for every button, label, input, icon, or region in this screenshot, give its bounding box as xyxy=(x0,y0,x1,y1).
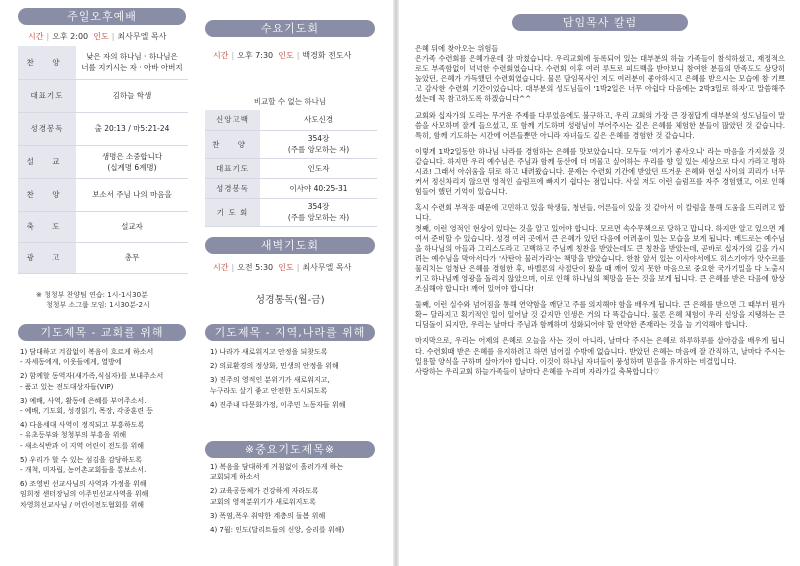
prayer-church-title: 기도제목 - 교회를 위해 xyxy=(18,324,186,341)
wednesday-leader-label: 인도 xyxy=(278,51,294,60)
column-paragraph: 은혜 뒤에 찾아오는 위험들 은가족 수련회를 은혜가운데 잘 마쳤습니다. 우리교회에 등록되어 있는 대부분의 하늘 가족들이 참석하셨고, 재정적으로도 부족함없이 넉넉한 수련회였습니다. 수련회 이후 여러 루트로 피드백을 받아보니 참여한 분들의 만족도도 상당히 높았던, 은혜가 가득했던 수련회였습니다. 물론 담임목사인 저도 여러분이 좋아하시고 은혜를 받으시는 모습에 참 기쁘고 감사한 수련회 기간이었습니다. 대부분의 성도님들이 '1박2일은 너무 아쉽다 다음에는 2박3일로 하자'고 말씀해주셨는데 꼭 참고하도록 하겠습니다^^ xyxy=(415,44,785,104)
wednesday-row-value: 사도신경 xyxy=(260,110,377,130)
dawn-time-label: 시간 xyxy=(213,263,229,272)
dawn-title: 새벽기도회 xyxy=(205,237,375,254)
wednesday-row-value: 인도자 xyxy=(260,158,377,178)
wednesday-order-table xyxy=(205,110,377,227)
intercession-title: ※중요기도제목※ xyxy=(205,441,375,458)
sunday-row-key: 찬 양 xyxy=(18,178,76,211)
sunday-row-key: 광 고 xyxy=(18,242,76,273)
wednesday-row-value: 354장 (주를 앙모하는 자) xyxy=(260,198,377,226)
prayer-church-item: 4) 다음세대 사역이 정직되고 부흥하도록 - 유초등부와 청청부의 부흥을 위해 - 새소식반과 이 지역 어린이 전도를 위해 xyxy=(20,421,145,450)
wednesday-row-key: 대표기도 xyxy=(205,158,260,178)
sunday-leader-label: 인도 xyxy=(93,32,109,41)
sunday-service-title: 주일오후예배 xyxy=(18,8,186,25)
wednesday-row-key: 기 도 회 xyxy=(205,198,260,226)
sunday-order-table xyxy=(18,46,188,274)
sunday-row-value: 낮은 자의 하나님 · 하나님은 너를 지키시는 자 · 아바 아버지 xyxy=(76,46,188,79)
prayer-church-item: 6) 조영빈 선교사님의 사역과 가정을 위해 임희정 센터장님의 이주민선교사역을 위해 차영희선교사님 / 어린이전도협회를 위해 xyxy=(20,480,149,509)
column-paragraph: 교회와 십자가의 도리는 무거운 주제를 다루었음에도 불구하고, 우리 교회의 가장 큰 장점답게 대부분의 성도님들이 말씀을 사모하며 잘게 들으셨고, 또 함께 기도하며 성령님이 부어주시는 깊은 은혜를 체험한 분들이 많았던 것 같습니다. 특히, 함께 기도하는 시간에 어른들뿐만 아니라 자녀들도 깊은 은혜를 경험한 것 같습니다. xyxy=(415,110,785,140)
prayer-nation-title: 기도제목 - 지역,나라를 위해 xyxy=(205,324,375,341)
column-paragraph: 마지막으로, 우리는 어제의 은혜로 오늘을 사는 것이 아니라, 날마다 주시는 은혜로 하루하루를 살아감을 배우게 됩니다. 수련회때 받은 은혜를 유지하려고 하면 넘어질 수밖에 없습니다. 받았던 은혜는 마음에 잘 간직하고, 날마다 주시는 일용할 양식을 구하며 살아가야 합니다. 이것이 하나님 자녀들이 풍성하며 믿음을 유지하는 비결입니다. 사랑하는 우리교회 하늘가족들이 날마다 은혜를 누리며 자라가길 축복합니다♡ xyxy=(415,336,785,376)
sunday-row-key: 설 교 xyxy=(18,145,76,178)
wednesday-row-value: 이사야 40:25-31 xyxy=(260,178,377,198)
wednesday-time-label: 시간 xyxy=(213,51,229,60)
dawn-leader-label: 인도 xyxy=(278,263,294,272)
sunday-row-key: 대표기도 xyxy=(18,79,76,112)
sunday-time-label: 시간 xyxy=(28,32,44,41)
prayer-nation-item: 4) 진주내 다문화가정, 이주민 노동자들 위해 xyxy=(210,400,346,409)
dawn-leader: 최사무엘 목사 xyxy=(302,263,352,272)
column-article xyxy=(415,44,785,383)
sunday-row-value: 총무 xyxy=(76,242,188,273)
sunday-time: 오후 2:00 xyxy=(52,32,89,41)
column-title: 담임목사 칼럼 xyxy=(512,14,688,31)
prayer-church-item: 3) 예배, 사역, 활동에 은혜를 부어주소서. - 예배, 기도회, 성경읽기, 목장, 각종훈련 등 xyxy=(20,396,153,416)
prayer-church-item: 2) 함께할 동역자(새가족,식심자)를 보내주소서 - 품고 있는 전도대상자들(VIP) xyxy=(20,372,164,391)
wednesday-row-value: 354장 (주를 앙모하는 자) xyxy=(260,130,377,158)
column-paragraph: 이렇게 1박2일동안 하나님 나라를 경험하는 은혜를 맛보았습니다. 모두들 '여기가 좋사오니' 라는 마음을 가지셨을 것 같습니다. 하지만 우리 예수님은 주님과 함께 동산에 더 머물고 싶어하는 우리를 향 일 있는 세상으로 다시 가라고 명하시죠! 그래서 아쉬움을 뒤로 하고 내려왔습니다. 문제는 수련회 기간에 받았던 뜨거운 은혜와 현실 사이의 괴리가 너무 커서 정신차리지 않으면 영적인 슬럼프에 빠지기 쉽다는 점입니다. 사실 저도 이런 슬럼프를 자주 경험했고, 이로 인해 힘들어 했던 기억이 있습니다. xyxy=(415,146,785,197)
wednesday-subtitle: 비교할 수 없는 하나님 xyxy=(253,97,327,106)
sunday-time-line: 시간 | 오후 2:00 인도 | 최사무엘 목사 xyxy=(28,32,167,41)
sunday-leader: 최사무엘 목사 xyxy=(117,32,167,41)
column-paragraph: 둘째, 이런 실수와 넘어짐을 통해 연약함을 깨닫고 주를 의지해야 함을 배우게 됩니다. 큰 은혜를 받으면 그 때부터 뭔가 확~ 달라지고 획기적인 일이 일어날 것 같지만 인생은 거의 다 똑같습니다. 물론 은혜 체험이 우리 신앙을 지탱하는 큰 디딤돌이 되지만, 우리는 날마다 주님과 함께하며 성화되어야 할 연약한 존재라는 것을 늘 기억해야 합니다. xyxy=(415,300,785,330)
prayer-church-item: 1) 담대하고 겨잡없이 복음이 흐르게 하소서 - 자세동에게, 이웃들에게, 열방에 xyxy=(20,348,154,367)
sunday-row-value: 설교자 xyxy=(76,211,188,242)
intercession-item: 3) 폭염,폭우 취약한 계층의 돌봄 위해 xyxy=(210,511,326,520)
intercession-list xyxy=(210,462,388,539)
page-fold xyxy=(393,0,399,566)
wednesday-row-key: 성경봉독 xyxy=(205,178,260,198)
sunday-note: 청청부 소그룹 모임: 1시30분-2시 xyxy=(46,301,150,309)
sunday-row-value: 보소서 주님 나의 마음을 xyxy=(76,178,188,211)
intercession-item: 1) 복음을 담대하게 거침없이 흘러가게 하는 교회되게 하소서 xyxy=(210,463,344,482)
sunday-note: ※ 청청부 찬양팀 연습: 1시-1시30분 xyxy=(36,291,148,299)
wednesday-title: 수요기도회 xyxy=(205,20,375,37)
intercession-item: 4) 7월: 인도(달리트들의 신앙, 승리를 위해) xyxy=(210,526,345,535)
sunday-row-key: 축 도 xyxy=(18,211,76,242)
left-page xyxy=(0,0,390,566)
wednesday-time-line: 시간 | 오후 7:30 인도 | 백경화 전도사 xyxy=(213,51,352,60)
sunday-row-key: 성경봉독 xyxy=(18,112,76,145)
prayer-nation-item: 3) 진주의 영적인 분위기가 새로워지고, 누구라도 살기 좋고 안전한 도시되도록 xyxy=(210,376,330,395)
prayer-nation-item: 2) 의료환경의 정상화, 민생의 안정을 위해 xyxy=(210,362,339,371)
dawn-time: 오전 5:30 xyxy=(237,263,274,272)
wednesday-row-key: 찬 양 xyxy=(205,130,260,158)
dawn-reading: 성경통독(월-금) xyxy=(255,295,325,306)
sunday-row-value: 출 20:13 / 마5:21-24 xyxy=(76,112,188,145)
sunday-notes xyxy=(36,290,150,310)
prayer-church-list xyxy=(20,347,200,514)
dawn-time-line: 시간 | 오전 5:30 인도 | 최사무엘 목사 xyxy=(213,263,352,272)
wednesday-time: 오후 7:30 xyxy=(237,51,274,60)
prayer-nation-item: 1) 나라가 새로워지고 안정을 되찾도록 xyxy=(210,348,328,356)
sunday-row-value: 김하늘 학생 xyxy=(76,79,188,112)
intercession-item: 2) 교육공동체가 건강하게 자라도록 교회의 영적분위기가 새로워지도록 xyxy=(210,487,319,506)
wednesday-leader: 백경화 전도사 xyxy=(302,51,352,60)
wednesday-row-key: 신앙고백 xyxy=(205,110,260,130)
prayer-church-item: 5) 우리가 할 수 있는 섬김을 감당하도록 - 개척, 미자립, 농어촌교회들을 통보소서. xyxy=(20,455,147,475)
prayer-nation-list xyxy=(210,347,388,414)
sunday-row-value: 생명은 소중합니다 (십계명 6계명) xyxy=(76,145,188,178)
sunday-row-key: 찬 양 xyxy=(18,46,76,79)
column-paragraph: 혹시 수련회 부적응 때문에 고민하고 있을 학생들, 청년들, 어른들이 있을 것 같아서 이 칼럼을 통해 도움을 드리려고 합니다. 첫째, 이런 영적인 현상이 있다는 것을 알고 있어야 합니다. 모르면 속수무책으로 당하고 맙니다. 하지만 알고 있으면 계여서 준비할 수 있습니다. 성경 여러 곳에서 큰 은혜가 있던 다음에 어려움이 있는 모습을 보게 됩니다. 베드로는 예수님을 하나님의 아들과 그리스도라고 고백하고 주님께 칭찬을 받았는데도 큰 칭찬을 받았는데, 곧바로 십자가의 길을 가시려는 예수님을 막아서다가 '사탄아 물러가라'는 책망을 받았습니다. 한참 앞서 있는 이사야서에도 히스기야가 앗수르를 물리치는 엄청난 은혜를 경험한 후, 바벨론의 사절단이 왔을 때 깨어 있지 못한 마음으로 중요한 국가기밀을 다 노출시키고 하나님께 영광을 돌리지 않았으며, 이로 인해 하나님의 책망을 듣는 것을 보게 됩니다. 큰 은혜를 받은 다음에 항상 조심해야 합니다! 깨어 있어야 합니다! xyxy=(415,203,785,294)
